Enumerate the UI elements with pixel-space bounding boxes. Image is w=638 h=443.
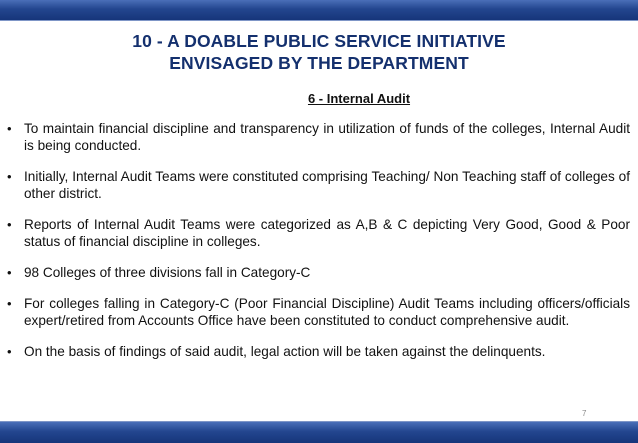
bottom-banner-bar: [0, 421, 638, 443]
bullet-item: [0, 120, 638, 154]
top-banner-bar: [0, 0, 638, 21]
bullet-icon: •: [7, 121, 12, 136]
bullet-text: 98 Colleges of three divisions fall in Category-C: [24, 265, 311, 280]
bullet-item: [0, 168, 638, 202]
page-number: 7: [582, 409, 587, 418]
bullet-item: [0, 216, 638, 250]
bullet-item: [0, 295, 638, 329]
slide-title-line-1: 10 - A DOABLE PUBLIC SERVICE INITIATIVE: [132, 31, 506, 51]
bullet-text: Initially, Internal Audit Teams were constituted comprising Teaching/ Non Teaching staff of colleges of other district.: [24, 169, 630, 201]
bullet-list: [0, 120, 638, 374]
bullet-text: On the basis of findings of said audit, legal action will be taken against the delinquents.: [24, 344, 546, 359]
bullet-icon: •: [7, 296, 12, 311]
slide-title: [0, 30, 638, 74]
bullet-icon: •: [7, 265, 12, 280]
bullet-text: For colleges falling in Category-C (Poor Financial Discipline) Audit Teams including officers/officials expert/retired from Accounts Office have been constituted to conduct comprehensive audit.: [24, 296, 630, 328]
bullet-text: To maintain financial discipline and transparency in utilization of funds of the colleges, Internal Audit is being conducted.: [24, 121, 630, 153]
bullet-item: [0, 264, 638, 281]
bullet-text: Reports of Internal Audit Teams were categorized as A,B & C depicting Very Good, Good & Poor status of financial discipline in colleges.: [24, 217, 630, 249]
bullet-icon: •: [7, 344, 12, 359]
slide-title-line-2: ENVISAGED BY THE DEPARTMENT: [169, 53, 469, 73]
bullet-item: [0, 343, 638, 360]
section-heading: [0, 91, 638, 106]
bullet-icon: •: [7, 217, 12, 232]
section-heading-text: 6 - Internal Audit: [307, 91, 411, 106]
bullet-icon: •: [7, 169, 12, 184]
